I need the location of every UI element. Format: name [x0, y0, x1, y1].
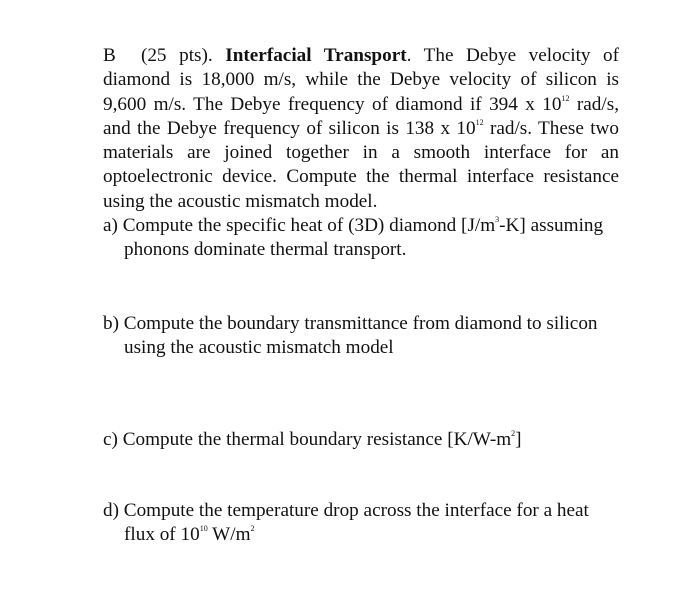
question-d-exponent-2: 2 — [250, 523, 255, 533]
question-d — [103, 499, 619, 548]
problem-title: Interfacial Transport — [225, 45, 407, 66]
question-d-text-2: W/m — [207, 523, 251, 545]
problem-label: B — [103, 45, 116, 66]
question-a-exponent: 3 — [495, 215, 500, 225]
question-d-text-1: d) Compute the temperature drop across the interface for a heat flux of 10 — [103, 499, 589, 545]
question-c-exponent: 2 — [511, 429, 516, 439]
question-d-exponent-1: 10 — [199, 523, 208, 533]
diamond-frequency-exponent: 12 — [561, 93, 570, 103]
problem-page — [103, 44, 619, 547]
question-b-text: b) Compute the boundary transmittance from diamond to silicon using the acoustic mismatch model — [103, 312, 598, 358]
question-a — [103, 214, 619, 263]
question-a-text-2: -K] assuming phonons dominate thermal transport. — [124, 215, 604, 261]
intro-text-part-3: rad/s. These two materials are joined together in a smooth interface for an optoelectronic device. Compute the thermal interface resistance using the acoustic mismatch model. — [103, 117, 620, 212]
intro-text-part-2: rad/s, and the Debye frequency of silicon is 138 x 10 — [103, 93, 619, 139]
intro-text-part-1: The Debye velocity of diamond is 18,000 m/s, while the Debye velocity of silicon is 9,600 m/s. The Debye frequency of diamond if 394 x 10 — [103, 45, 620, 115]
question-c-text-2: ] — [515, 429, 522, 451]
question-c — [103, 428, 619, 452]
question-a-text-1: a) Compute the specific heat of (3D) diamond [J/m — [103, 215, 496, 237]
question-c-text-1: c) Compute the thermal boundary resistance [K/W-m — [103, 429, 512, 451]
silicon-frequency-exponent: 12 — [475, 117, 484, 127]
problem-title-period: . — [406, 45, 412, 66]
question-b — [103, 312, 619, 361]
problem-points: (25 pts). — [140, 45, 213, 66]
problem-statement — [103, 44, 619, 214]
